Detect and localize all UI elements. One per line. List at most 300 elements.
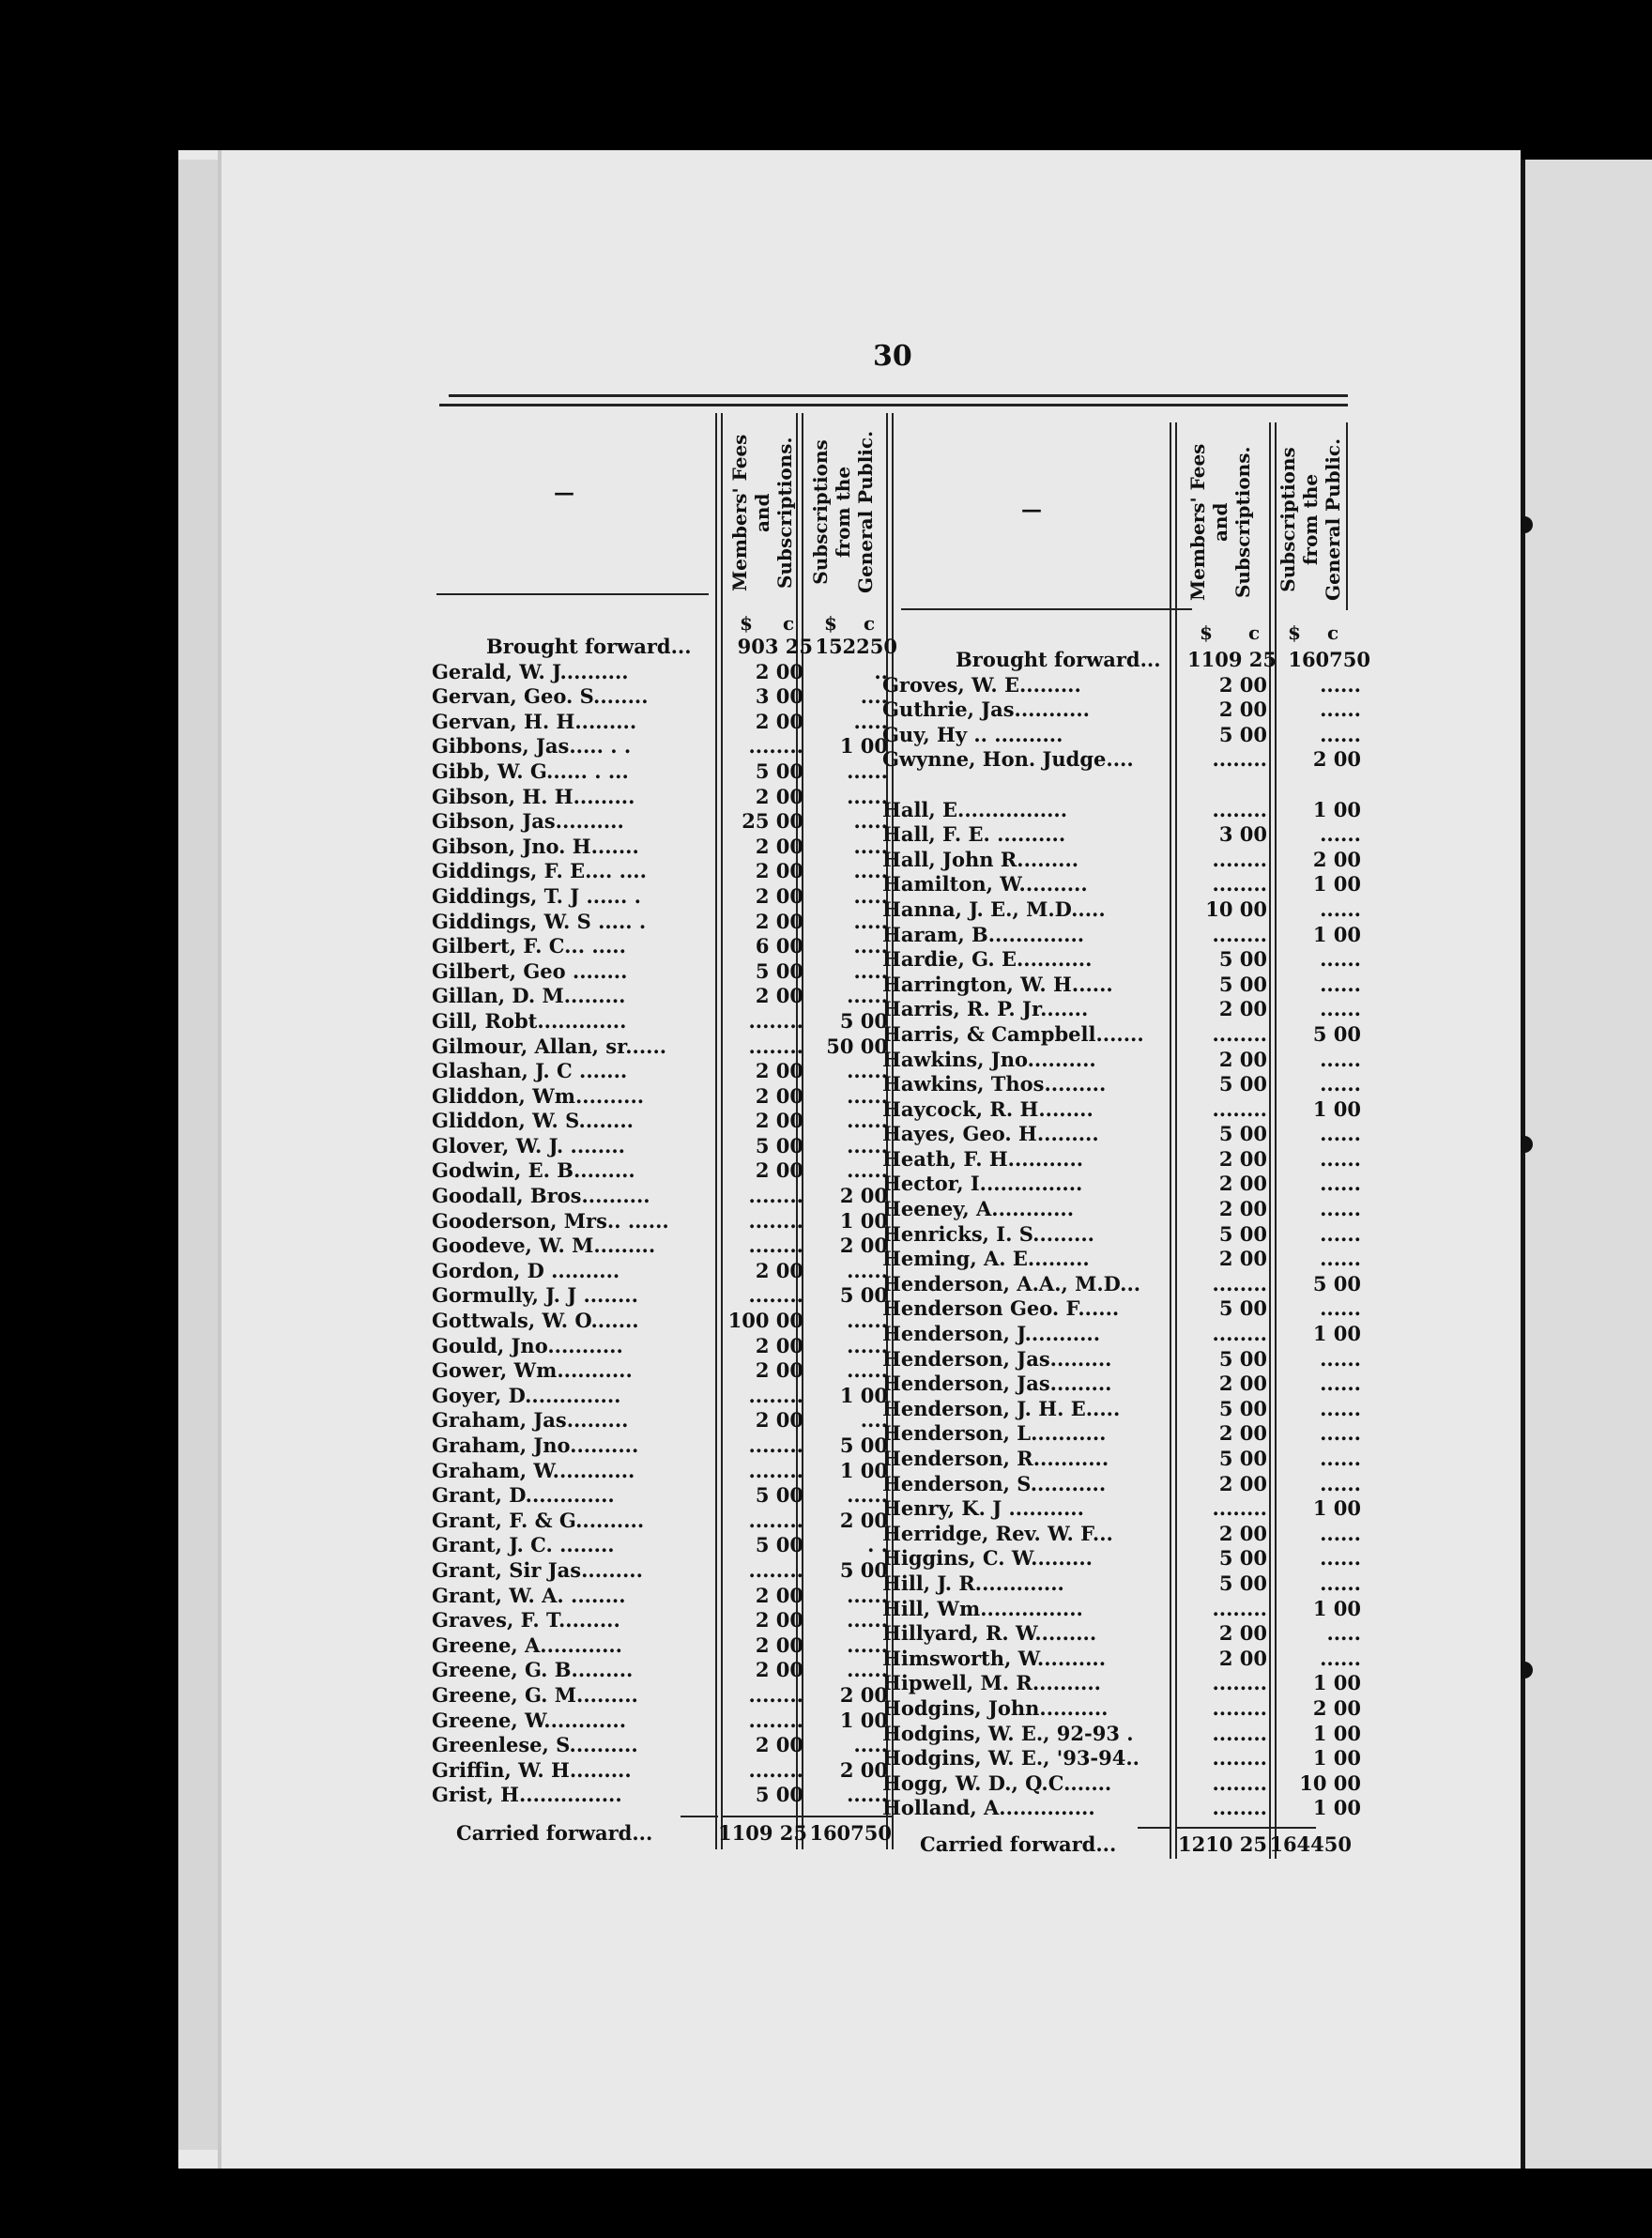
members-amount: 2 00	[755, 1258, 803, 1282]
public-amount: 2 00	[839, 1682, 888, 1707]
public-column-header: Subscriptions from the General Public.	[1277, 437, 1344, 601]
subscriber-name: Gliddon, Wm..........	[432, 1083, 645, 1108]
subscriber-name: Hall, John R.........	[882, 847, 1079, 871]
subscriber-name: Holland, A..............	[882, 1796, 1095, 1820]
carried-public-total: 160750	[809, 1821, 892, 1845]
public-amount: ......	[1320, 697, 1361, 722]
public-amount: .....	[853, 834, 888, 858]
subscriber-name: Gordon, D ..........	[432, 1258, 620, 1282]
public-amount: ......	[1320, 972, 1361, 996]
public-amount: 1 00	[1312, 1746, 1361, 1770]
subscriber-name: Hodgins, W. E., 92-93 .	[882, 1721, 1134, 1745]
members-amount: 2 00	[755, 784, 803, 808]
public-column-header: Subscriptions from the General Public.	[809, 430, 877, 593]
subscriber-name: Graham, Jno..........	[432, 1433, 639, 1457]
subscriber-name: Gibbons, Jas..... . .	[432, 734, 632, 759]
subscriber-name: Goyer, D..............	[432, 1383, 621, 1407]
members-amount: 5 00	[755, 1133, 803, 1157]
members-amount: ........	[1212, 1496, 1267, 1521]
public-amount: .....	[853, 859, 888, 883]
public-amount: ......	[1320, 722, 1361, 746]
subscriber-name: Henderson, J. H. E.....	[882, 1396, 1121, 1420]
subscriber-name: Hanna, J. E., M.D.....	[882, 897, 1106, 921]
subscriber-name: Gervan, H. H.........	[432, 709, 637, 733]
subscriber-name: Gibson, H. H.........	[432, 784, 635, 808]
public-amount: ......	[847, 1608, 888, 1633]
public-amount: 1 00	[1312, 922, 1361, 946]
members-amount: 2 00	[755, 1733, 803, 1757]
subscriber-name: Gwynne, Hon. Judge....	[882, 747, 1134, 772]
subscriber-name: Gibson, Jno. H.......	[432, 834, 639, 858]
subscriber-name: Groves, W. E.........	[882, 672, 1081, 697]
members-amount: 3 00	[755, 684, 803, 709]
members-amount: 6 00	[755, 934, 803, 958]
carried-forward-label: Carried forward...	[456, 1821, 653, 1845]
public-amount: ......	[847, 1633, 888, 1657]
members-amount: ........	[1212, 847, 1267, 871]
subscriber-name: Grant, D.............	[432, 1483, 615, 1508]
members-amount: 5 00	[1218, 1571, 1267, 1595]
public-amount: .....	[853, 709, 888, 733]
subscriber-name: Gormully, J. J ........	[432, 1283, 638, 1308]
members-amount: 10 00	[1205, 897, 1267, 921]
members-amount: 2 00	[755, 659, 803, 683]
public-amount: 1 00	[839, 1383, 888, 1407]
subscriber-name: Harris, & Campbell.......	[882, 1021, 1144, 1046]
subscriber-name: Grist, H...............	[432, 1783, 622, 1807]
public-amount: ....	[860, 1408, 888, 1433]
total-rule	[721, 1816, 892, 1817]
members-amount: 2 00	[1218, 672, 1267, 697]
public-amount: ..	[874, 659, 888, 683]
public-amount: ......	[1320, 1646, 1361, 1670]
total-rule	[1175, 1827, 1316, 1829]
members-amount: 2 00	[1218, 697, 1267, 722]
subscriber-name: Godwin, E. B.........	[432, 1158, 635, 1183]
members-amount: 5 00	[1218, 1221, 1267, 1246]
subscriber-name: Gliddon, W. S........	[432, 1109, 634, 1133]
members-amount: ........	[1212, 797, 1267, 821]
members-amount: 2 00	[755, 1109, 803, 1133]
members-amount: ........	[748, 1557, 803, 1582]
public-amount: ......	[1320, 1396, 1361, 1420]
public-amount: .....	[853, 909, 888, 933]
members-amount: 5 00	[755, 759, 803, 783]
public-amount: 1 00	[1312, 1596, 1361, 1620]
subscriber-name: Goodall, Bros..........	[432, 1184, 650, 1208]
public-amount: ......	[1320, 1372, 1361, 1396]
subscriber-name: Graham, W............	[432, 1458, 635, 1482]
subscriber-name: Gervan, Geo. S........	[432, 684, 649, 709]
subscriber-name: Henderson, L...........	[882, 1421, 1107, 1446]
public-amount: ......	[1320, 1072, 1361, 1096]
public-amount: 1 00	[1312, 1096, 1361, 1121]
members-amount: ........	[1212, 1695, 1267, 1720]
subscriber-name: Hipwell, M. R..........	[882, 1671, 1101, 1695]
next-page-edge	[1525, 160, 1652, 2169]
public-amount: 1 00	[1312, 797, 1361, 821]
public-amount: ......	[1320, 1421, 1361, 1446]
public-amount: 5 00	[839, 1557, 888, 1582]
public-amount: .....	[1326, 1621, 1361, 1646]
members-amount: 2 00	[1218, 1421, 1267, 1446]
members-amount: ........	[1212, 1721, 1267, 1745]
public-amount: 1 00	[839, 1208, 888, 1233]
members-amount: 2 00	[1218, 1372, 1267, 1396]
subscriber-name: Hall, F. E. ..........	[882, 822, 1066, 847]
members-amount: ........	[1212, 1271, 1267, 1295]
members-amount: ........	[748, 1433, 803, 1457]
members-amount: ........	[1212, 1596, 1267, 1620]
subscriber-name: Hodgins, John..........	[882, 1695, 1109, 1720]
subscriber-name: Hill, Wm...............	[882, 1596, 1083, 1620]
members-amount: 5 00	[1218, 1396, 1267, 1420]
public-amount: 1 00	[839, 734, 888, 759]
subscriber-name: Gibb, W. G...... . ...	[432, 759, 629, 783]
public-amount: ......	[1320, 1172, 1361, 1196]
subscriber-name: Hodgins, W. E., '93-94..	[882, 1746, 1140, 1770]
subscriber-name: Giddings, F. E.... ....	[432, 859, 647, 883]
public-amount: .....	[853, 958, 888, 983]
total-rule	[1138, 1827, 1171, 1829]
members-amount: 2 00	[755, 1583, 803, 1607]
subscriber-name: Glashan, J. C .......	[432, 1059, 628, 1083]
members-amount: 5 00	[755, 1483, 803, 1508]
members-amount: ........	[1212, 1796, 1267, 1820]
members-amount: 5 00	[1218, 947, 1267, 972]
subscriber-name: Hardie, G. E...........	[882, 947, 1093, 972]
members-amount: 5 00	[1218, 1122, 1267, 1146]
subscriber-name: Henricks, I. S.........	[882, 1221, 1094, 1246]
members-amount: 2 00	[755, 1158, 803, 1183]
public-amount: ......	[847, 1333, 888, 1357]
public-amount: ......	[847, 759, 888, 783]
public-amount: ......	[1320, 1221, 1361, 1246]
dollar-unit: $	[740, 612, 753, 635]
members-amount: 2 00	[1218, 1521, 1267, 1545]
members-amount: ........	[1212, 1770, 1267, 1795]
members-amount: ........	[748, 734, 803, 759]
subscriber-name: Higgins, C. W.........	[882, 1546, 1093, 1571]
subscriber-name: Henderson, R...........	[882, 1447, 1109, 1470]
members-amount: ........	[748, 1708, 803, 1732]
carried-public-total: 164450	[1269, 1832, 1352, 1856]
header-underline	[436, 593, 709, 595]
public-amount: ......	[1320, 1471, 1361, 1495]
subscriber-name: Gibson, Jas..........	[432, 809, 624, 834]
subscriber-name: Gilmour, Allan, sr......	[432, 1034, 667, 1058]
subscriber-name: Gilbert, F. C... .....	[432, 934, 626, 958]
public-amount: ......	[847, 1158, 888, 1183]
members-amount: 2 00	[755, 834, 803, 858]
subscriber-name: Gerald, W. J..........	[432, 659, 629, 683]
public-amount: ......	[1320, 997, 1361, 1021]
members-amount: 2 00	[1218, 1471, 1267, 1495]
name-column-header: —	[1021, 498, 1042, 522]
members-amount: ........	[1212, 872, 1267, 897]
public-amount: 2 00	[839, 1757, 888, 1782]
subscriber-name: Guthrie, Jas...........	[882, 697, 1090, 722]
subscriber-name: Gill, Robt.............	[432, 1008, 627, 1033]
members-amount: 5 00	[755, 958, 803, 983]
public-amount: ......	[847, 1358, 888, 1383]
public-amount: 2 00	[1312, 847, 1361, 871]
subscriber-name: Hillyard, R. W.........	[882, 1621, 1097, 1646]
subscriber-name: Henderson, Jas.........	[882, 1372, 1112, 1396]
members-amount: ........	[748, 1682, 803, 1707]
public-amount: 2 00	[1312, 747, 1361, 772]
members-amount: 5 00	[755, 1533, 803, 1557]
subscriber-name: Gould, Jno...........	[432, 1333, 623, 1357]
members-amount: 2 00	[755, 1633, 803, 1657]
subscriber-name: Himsworth, W..........	[882, 1646, 1107, 1670]
subscriber-name: Heath, F. H...........	[882, 1146, 1084, 1171]
public-amount: 50 00	[826, 1034, 888, 1058]
carried-forward-label: Carried forward...	[920, 1832, 1117, 1856]
members-amount: 2 00	[1218, 1646, 1267, 1670]
members-amount: 5 00	[1218, 1072, 1267, 1096]
members-amount: 5 00	[1218, 1296, 1267, 1321]
subscriber-name: Haram, B..............	[882, 922, 1085, 946]
members-amount: 2 00	[755, 1408, 803, 1433]
members-amount: ........	[748, 1757, 803, 1782]
subscriber-name: Hill, J. R.............	[882, 1571, 1064, 1595]
members-amount: 25 00	[742, 809, 803, 834]
subscriber-name: Harris, R. P. Jr.......	[882, 997, 1089, 1021]
public-amount: 2 00	[839, 1508, 888, 1532]
public-amount: ......	[1320, 1146, 1361, 1171]
subscriber-name: Gottwals, W. O.......	[432, 1309, 639, 1333]
public-amount: ......	[1320, 1521, 1361, 1545]
public-amount: ......	[1320, 1047, 1361, 1071]
public-amount: 1 00	[839, 1708, 888, 1732]
public-amount: 1 00	[1312, 872, 1361, 897]
subscriber-name: Graham, Jas.........	[432, 1408, 629, 1433]
members-column-header: Members' Fees and Subscriptions.	[1186, 443, 1254, 601]
public-amount: ......	[847, 1309, 888, 1333]
public-amount: ......	[1320, 1447, 1361, 1470]
public-amount: .....	[853, 883, 888, 908]
subscriber-name: Greenlese, S..........	[432, 1733, 638, 1757]
subscriber-name: Grant, Sir Jas.........	[432, 1557, 643, 1582]
members-amount: 2 00	[755, 1083, 803, 1108]
page-edge	[178, 160, 220, 2150]
subscriber-name: Giddings, W. S ..... .	[432, 909, 647, 933]
subscriber-name: Heming, A. E.........	[882, 1247, 1090, 1271]
members-amount: ........	[1212, 747, 1267, 772]
public-amount: .....	[853, 809, 888, 834]
subscriber-name: Gower, Wm...........	[432, 1358, 633, 1383]
public-amount: 1 00	[839, 1458, 888, 1482]
subscriber-name: Grant, F. & G..........	[432, 1508, 645, 1532]
members-amount: 5 00	[1218, 722, 1267, 746]
members-amount: 5 00	[1218, 1546, 1267, 1571]
members-amount: 2 00	[1218, 1247, 1267, 1271]
public-amount: 2 00	[839, 1184, 888, 1208]
public-amount: ......	[1320, 1296, 1361, 1321]
public-amount: . .	[867, 1533, 888, 1557]
subscriber-name: Graves, F. T.........	[432, 1608, 620, 1633]
public-amount: ......	[847, 1083, 888, 1108]
subscriber-name: Herridge, Rev. W. F...	[882, 1521, 1113, 1545]
header-underline	[901, 608, 1192, 610]
public-amount: ......	[1320, 822, 1361, 847]
subscriber-name: Henderson, A.A., M.D...	[882, 1271, 1141, 1295]
dollar-unit: $	[824, 612, 837, 635]
subscriber-name: Goodeve, W. M.........	[432, 1234, 656, 1258]
page-edge	[218, 150, 222, 2169]
public-amount: ......	[1320, 947, 1361, 972]
members-amount: ........	[748, 1508, 803, 1532]
public-amount: .....	[853, 934, 888, 958]
members-amount: 5 00	[755, 1783, 803, 1807]
members-amount: 3 00	[1218, 822, 1267, 847]
members-amount: 2 00	[755, 859, 803, 883]
public-amount: 1 00	[1312, 1721, 1361, 1745]
subscriber-name: Haycock, R. H........	[882, 1096, 1094, 1121]
members-amount: ........	[1212, 1021, 1267, 1046]
members-amount: 2 00	[755, 909, 803, 933]
members-amount: 2 00	[1218, 997, 1267, 1021]
members-amount: ........	[748, 1283, 803, 1308]
public-amount: ......	[847, 784, 888, 808]
members-amount: ........	[1212, 1671, 1267, 1695]
public-amount: 5 00	[839, 1008, 888, 1033]
public-amount: ......	[847, 1059, 888, 1083]
subscriber-name: Hogg, W. D., Q.C.......	[882, 1770, 1112, 1795]
subscriber-name: Giddings, T. J ...... .	[432, 883, 641, 908]
public-amount: 1 00	[1312, 1671, 1361, 1695]
members-amount: 2 00	[1218, 1197, 1267, 1221]
subscriber-name: Greene, A............	[432, 1633, 622, 1657]
subscriber-name: Henry, K. J ...........	[882, 1496, 1084, 1521]
page-number: 30	[873, 340, 912, 373]
subscriber-name: Glover, W. J. ........	[432, 1133, 625, 1157]
members-amount: 2 00	[755, 709, 803, 733]
public-amount: ......	[1320, 1546, 1361, 1571]
subscriber-name: Hawkins, Jno..........	[882, 1047, 1096, 1071]
public-amount: ......	[1320, 1571, 1361, 1595]
cent-unit: c	[1327, 621, 1339, 644]
subscriber-name: Henderson Geo. F......	[882, 1296, 1120, 1321]
members-amount: ........	[1212, 922, 1267, 946]
public-amount: ......	[1320, 1122, 1361, 1146]
public-amount: ......	[847, 1583, 888, 1607]
column-divider	[1346, 422, 1348, 610]
members-amount: 2 00	[755, 1059, 803, 1083]
public-amount: 2 00	[1312, 1695, 1361, 1720]
public-amount: ......	[847, 1483, 888, 1508]
subscriber-name: Greene, W............	[432, 1708, 627, 1732]
public-amount: 2 00	[839, 1234, 888, 1258]
public-amount: ....	[860, 684, 888, 709]
members-amount: 2 00	[1218, 1146, 1267, 1171]
members-amount: ........	[748, 1208, 803, 1233]
cent-unit: c	[864, 612, 876, 635]
members-amount: 2 00	[755, 883, 803, 908]
public-amount: ......	[1320, 1247, 1361, 1271]
subscriber-name: Guy, Hy .. ..........	[882, 722, 1063, 746]
members-amount: 2 00	[755, 984, 803, 1008]
members-column-header: Members' Fees and Subscriptions.	[728, 434, 796, 591]
subscriber-name: Henderson, Jas.........	[882, 1346, 1112, 1371]
subscriber-name: Gilbert, Geo ........	[432, 958, 628, 983]
public-amount: ......	[847, 984, 888, 1008]
members-amount: 2 00	[755, 1608, 803, 1633]
header-rule	[449, 394, 1348, 397]
header-rule	[439, 404, 1348, 406]
subscriber-name: Harrington, W. H......	[882, 972, 1113, 996]
members-amount: 2 00	[1218, 1621, 1267, 1646]
members-amount: ........	[748, 1458, 803, 1482]
members-amount: ........	[748, 1184, 803, 1208]
members-amount: 5 00	[1218, 1447, 1267, 1470]
public-amount: ......	[847, 1658, 888, 1682]
cent-unit: c	[1248, 621, 1261, 644]
public-amount: 5 00	[839, 1283, 888, 1308]
public-amount: 10 00	[1299, 1770, 1361, 1795]
public-amount: ......	[1320, 1346, 1361, 1371]
public-amount: ......	[847, 1783, 888, 1807]
members-amount: 2 00	[1218, 1047, 1267, 1071]
public-amount: 1 00	[1312, 1796, 1361, 1820]
public-amount: ......	[1320, 672, 1361, 697]
cent-unit: c	[783, 612, 795, 635]
subscriber-name: Grant, W. A. ........	[432, 1583, 626, 1607]
public-amount: ......	[847, 1258, 888, 1282]
subscriber-name: Hall, E................	[882, 797, 1068, 821]
members-amount: ........	[748, 1234, 803, 1258]
subscriber-name: Gooderson, Mrs.. ......	[432, 1208, 669, 1233]
subscriber-name: Greene, G. M.........	[432, 1682, 638, 1707]
members-amount: 100 00	[727, 1309, 803, 1333]
public-amount: ......	[1320, 897, 1361, 921]
public-amount: 1 00	[1312, 1496, 1361, 1521]
subscriber-name: Greene, G. B.........	[432, 1658, 634, 1682]
members-amount: 5 00	[1218, 1346, 1267, 1371]
dollar-unit: $	[1288, 621, 1301, 644]
total-rule	[681, 1816, 718, 1817]
subscriber-name: Hector, I...............	[882, 1172, 1083, 1196]
members-amount: 2 00	[755, 1358, 803, 1383]
name-column-header: —	[554, 481, 574, 505]
members-amount: 2 00	[1218, 1172, 1267, 1196]
subscriber-name: Henderson, J...........	[882, 1322, 1101, 1346]
subscriber-name: Henderson, S...........	[882, 1471, 1107, 1495]
carried-members-total: 1210 25	[1178, 1832, 1267, 1856]
carried-members-total: 1109 25	[718, 1821, 807, 1845]
public-amount: ......	[1320, 1197, 1361, 1221]
members-amount: 2 00	[755, 1658, 803, 1682]
subscriber-name: Hawkins, Thos.........	[882, 1072, 1107, 1096]
subscriber-name: Griffin, W. H.........	[432, 1757, 632, 1782]
subscriber-name: Grant, J. C. ........	[432, 1533, 615, 1557]
public-amount: ......	[847, 1109, 888, 1133]
public-amount: .....	[853, 1733, 888, 1757]
subscriber-name: Gillan, D. M.........	[432, 984, 626, 1008]
members-amount: 5 00	[1218, 972, 1267, 996]
public-amount: 1 00	[1312, 1322, 1361, 1346]
members-amount: ........	[748, 1008, 803, 1033]
public-amount: 5 00	[1312, 1271, 1361, 1295]
subscriber-name: Hamilton, W..........	[882, 872, 1088, 897]
members-amount: 2 00	[755, 1333, 803, 1357]
public-amount: 5 00	[839, 1433, 888, 1457]
public-amount: 5 00	[1312, 1021, 1361, 1046]
public-amount: ......	[847, 1133, 888, 1157]
subscriber-name: Hayes, Geo. H.........	[882, 1122, 1099, 1146]
dollar-unit: $	[1200, 621, 1213, 644]
